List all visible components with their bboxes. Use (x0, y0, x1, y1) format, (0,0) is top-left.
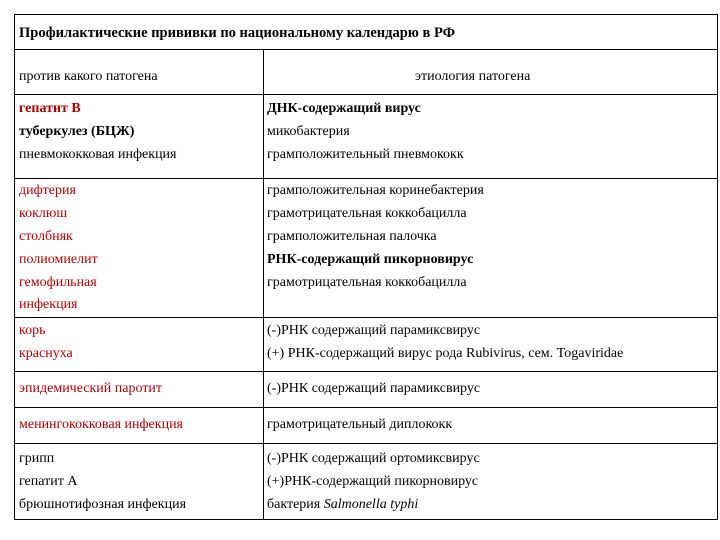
etiology-cell: грамположительная палочка (267, 229, 437, 244)
pathogen-cell: столбняк (19, 229, 73, 244)
pathogen-cell: дифтерия (19, 183, 76, 198)
divider (15, 317, 717, 318)
etiology-cell: (+)РНК-содержащий пикорновирус (267, 474, 479, 489)
pathogen-cell: коклюш (19, 206, 68, 221)
divider (15, 178, 717, 179)
divider (15, 49, 717, 50)
pathogen-cell: пневмококковая инфекция (19, 147, 177, 162)
etiology-cell: грамположительный пневмококк (267, 147, 464, 162)
divider (15, 94, 717, 95)
pathogen-cell: эпидемический паротит (19, 381, 163, 396)
vaccination-table (14, 14, 718, 520)
pathogen-cell: менингококковая инфекция (19, 417, 184, 432)
pathogen-cell: брюшнотифозная инфекция (19, 497, 187, 512)
etiology-prefix: бактерия (267, 497, 324, 512)
etiology-cell: грамотрицательная коккобацилла (267, 275, 467, 290)
header-etiology: этиология патогена (415, 69, 531, 84)
pathogen-cell: грипп (19, 451, 55, 466)
header-pathogen: против какого патогена (19, 69, 158, 84)
divider (15, 371, 717, 372)
etiology-cell: грамотрицательный диплококк (267, 417, 453, 432)
etiology-cell: РНК-содержащий пикорновирус (267, 252, 474, 267)
etiology-cell: ДНК-содержащий вирус (267, 101, 421, 116)
etiology-cell: грамположительная коринебактерия (267, 183, 484, 198)
etiology-cell: микобактерия (267, 124, 350, 139)
pathogen-cell: туберкулез (БЦЖ) (19, 124, 135, 139)
pathogen-cell-line2: инфекция (19, 297, 78, 312)
pathogen-cell: полиомиелит (19, 252, 98, 267)
etiology-cell: грамотрицательная коккобацилла (267, 206, 467, 221)
pathogen-cell: гепатит В (19, 101, 81, 116)
column-divider (263, 49, 264, 519)
etiology-cell: (-)РНК содержащий парамиксвирус (267, 323, 481, 338)
etiology-cell: (-)РНК содержащий парамиксвирус (267, 381, 481, 396)
divider (15, 443, 717, 444)
etiology-cell (267, 497, 418, 513)
etiology-cell: (-)РНК содержащий ортомиксвирус (267, 451, 480, 466)
divider (15, 407, 717, 408)
pathogen-cell: гемофильная (19, 275, 97, 290)
table-title: Профилактические прививки по национальному календарю в РФ (19, 25, 456, 41)
pathogen-cell: краснуха (19, 346, 73, 361)
pathogen-cell: корь (19, 323, 46, 338)
etiology-species: Salmonella typhi (323, 497, 419, 512)
etiology-cell: (+) РНК-содержащий вирус рода Rubivirus, сем. Togaviridae (267, 346, 624, 361)
pathogen-cell: гепатит А (19, 474, 78, 489)
